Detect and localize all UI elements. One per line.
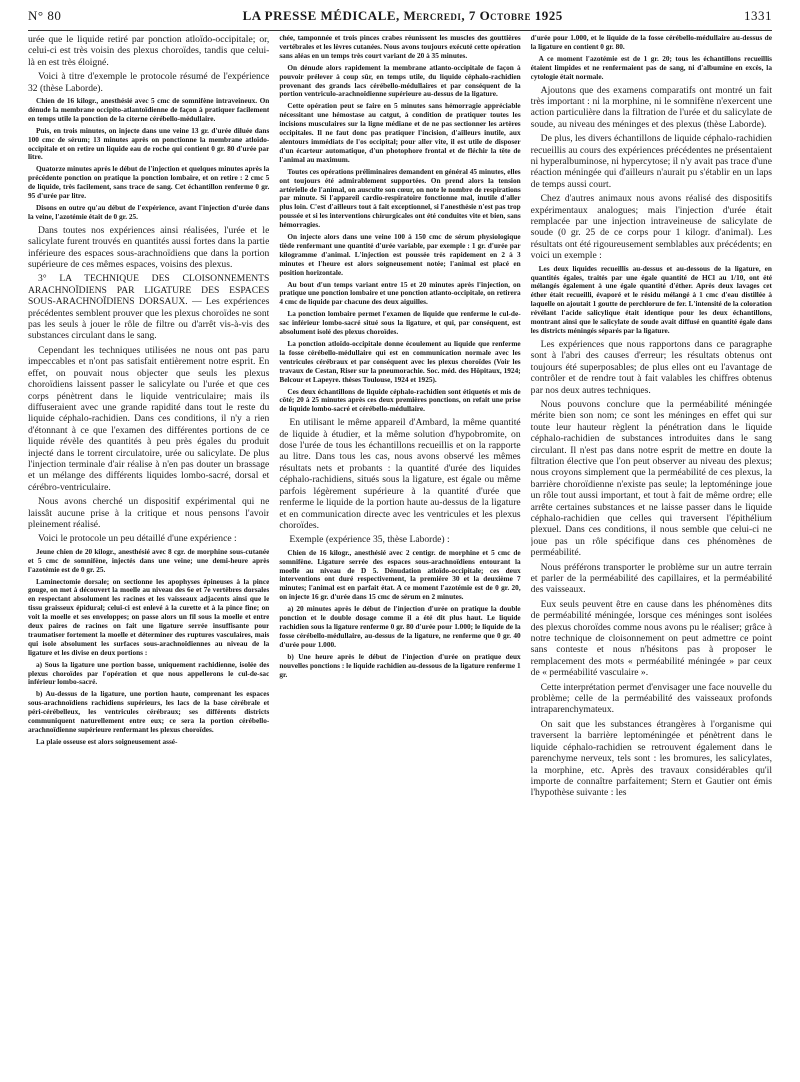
- paragraph: b) Une heure après le début de l'injection d'urée on pratique deux nouvelles ponctions : le liquide rachidien au-dessous de la ligature renferme 1 gr.: [279, 651, 521, 679]
- paragraph: Cette opération peut se faire en 5 minutes sans hémorragie appréciable nécessitant une hémostase au catgut, à condition de pratiquer toutes les incisions musculaires sur la ligne médiane et de ne pas sectionner les artères occipitales. Il ne faut donc pas pratiquer l'incision, d'ailleurs inutile, aux alentours immédiats de l'os occipital; pour aller vite, il est utile de disposer d'un écarteur automatique, d'un photophore frontal et de fléchir la tête de l'animal au maximum.: [279, 101, 521, 164]
- paragraph: On injecte alors dans une veine 100 à 150 cmc de sérum physiologique tiède renfermant une quantité d'urée variable, par exemple : 1 gr. d'urée par kilogramme d'animal. L'injection est poussée très rapidement en 2 à 3 minutes et l'heure est alors soigneusement notée; l'animal est placé en position horizontale.: [279, 232, 521, 277]
- paragraph: La ponction lombaire permet l'examen de liquide que renferme le cul-de-sac inférieur lombo-sacré situé sous la ligature, et qui, par conséquent, est absolument isolé des plexus choroïdes.: [279, 309, 521, 337]
- paragraph: Nous avons cherché un dispositif expérimental qui ne laissât aucune prise à la critique et nous pensons l'avoir pleinement réalisé.: [28, 496, 270, 530]
- paragraph: Nous préférons transporter le problème sur un autre terrain et parler de la perméabilité des capillaires, et la perméabilité des vaisseaux.: [530, 561, 772, 596]
- paragraph: Cette interprétation permet d'envisager une face nouvelle du problème; celle de la perméabilité des vaisseaux profonds intraparenchymateux.: [530, 681, 772, 716]
- paragraph: Laminectomie dorsale; on sectionne les apophyses épineuses à la pince gouge, on met à découvert la moelle au niveau des 6e et 7e vertèbres dorsales en respectant absolument les racines et les vaisseaux adjacents ainsi que le tissu graisseux épidural; celui-ci est enlevé à la curette et à la pince fine; on voit la moelle et ses enveloppes; on passe alors un fil sous la moelle et entre deux paires de racines on fait une ligature serrée insuffisante pour traumatiser fortement la moelle et déterminer des ruptures vasculaires, mais qui isole absolument les surfaces sous-arachnoïdiennes au niveau de la ligature et les divise en deux portions :: [28, 576, 270, 657]
- paragraph: Eux seuls peuvent être en cause dans les phénomènes dits de perméabilité méningée, lorsque ces méninges sont isolées des plexus choroïdes comme nous avons pu le réaliser; grâce à notre technique de cloisonnement on peut admettre ce point sans conteste et nous n'hésitons pas à proposer le remplacement des mots « perméabilité méningée » par ceux de « perméabilité vasculaire ».: [530, 598, 772, 679]
- paragraph: 3° LA TECHNIQUE DES CLOISONNEMENTS ARACHNOÏDIENS PAR LIGATURE DES ESPACES SOUS-ARACHNOÏDIENS DORSAUX. — Les expériences précédentes semblent prouver que les plexus choroïdes ne sont pas les seuls à jouer le rôle de filtre ou d'arrêt vis-à-vis des substances circulant dans le sang.: [28, 273, 270, 342]
- paragraph: En utilisant le même appareil d'Ambard, la même quantité de liquide à étudier, et la même solution d'hypobromite, on dose l'urée de tous les échantillons recueillis et on la rapporte au litre. Dans tous les cas, nous avons observé les mêmes résultats nets et probants : la quantité d'urée des liquides céphalo-rachidiens, situés sous la ligature, est égale ou même parfois légèrement supérieure à la quantité d'urée que renferme le liquide de la portion haute au-dessus de la ligature et en communication directe avec les ventricules et les plexus choroïdes.: [279, 417, 521, 531]
- paragraph: La ponction atloïdo-occipitale donne écoulement au liquide que renferme la fosse cérébello-médullaire qui est en communication normale avec les ventricules cérébraux et par conséquent avec les plexus choroïdes (Voir les travaux de Cestan, Riser sur la pneumorachie. Soc. méd. des Hôpitaux, 1924; Belcour et Lapeyre. thèses Toulouse, 1924 et 1925).: [279, 339, 521, 384]
- paragraph: chée, tamponnée et trois pinces crabes réunissent les muscles des gouttières vertébrales et les lèvres cutanées. Nous avons toujours exécuté cette opération sans aléas en un temps très court variant de 20 à 35 minutes.: [279, 34, 521, 60]
- paragraph: Chez d'autres animaux nous avons réalisé des dispositifs expérimentaux analogues; mais l'injection d'urée était remplacée par une injection intraveineuse de salicylate de soude (0 gr. 25 de ce corps pour 1 kilogr. d'animal). Les résultats ont été rigoureusement semblables aux précédents; en voici un exemple :: [530, 193, 772, 262]
- paragraph: Chien de 16 kilogr., anesthésié avec 2 centigr. de morphine et 5 cmc de somnifène. Ligature serrée des espaces sous-arachnoïdiens entourant la moelle au niveau de D 5. Dénudation atloïdo-occipitale; ces deux interventions ont duré respectivement, la première 30 et la deuxième 7 minutes; l'animal est en parfait état. A ce moment l'azotémie est de 0 gr. 20, on injecte 16 gr. d'urée dans 15 cmc de sérum en 2 minutes.: [279, 547, 521, 602]
- paragraph: Nous pouvons conclure que la perméabilité méningée mérite bien son nom; ce sont les méninges en effet qui sur toute leur hauteur règlent la pénétration dans le liquide céphalo-rachidien de substances introduites dans le sang circulant. Il n'est pas dans notre esprit de mettre en doute la filtration élective que l'on peut observer au niveau des plexus; nous croyons simplement que la perméabilité de ces plexus, la barrière choroïdienne n'existe pas seule; la leptoméninge joue un rôle tout aussi important, et tout à fait de même ordre; elle arrête certaines substances et ne laisse passer dans le liquide céphalo-rachidien que celles qui traversent l'épithélium plexuel. Dans ces conditions, il nous semble que celui-ci ne joue pas un rôle spécifique dans ces phénomènes de perméabilité.: [530, 398, 772, 559]
- paragraph: Ajoutons que des examens comparatifs ont montré un fait très important : ni la morphine, ni le somnifène n'exercent une action particulière dans la filtration de l'urée et du salicylate de soude, au niveau des méninges et des plexus (thèse Laborde).: [530, 84, 772, 130]
- paragraph: Dans toutes nos expériences ainsi réalisées, l'urée et le salicylate furent trouvés en quantités aussi fortes dans la partie inférieure des espaces sous-arachnoïdiens que dans la portion supérieure de ces mêmes espaces, voisins des plexus.: [28, 224, 270, 271]
- journal-title: LA PRESSE MÉDICALE, Mercredi, 7 Octobre 1925: [242, 8, 563, 23]
- column-2: [279, 34, 520, 1078]
- paragraph: La plaie osseuse est alors soigneusement assé-: [36, 736, 178, 746]
- paragraph: a) 20 minutes après le début de l'injection d'urée on pratique la double ponction et le double dosage comme il a été dit plus haut. Le liquide rachidien sous la ligature renferme 0 gr. 80 d'urée pour 1.000; le liquide de la fosse cérébello-médullaire, au-dessus de la ligature, ne renferme que 0 gr. 40 d'urée pour 1.000.: [279, 604, 521, 649]
- paragraph: On sait que les substances étrangères à l'organisme qui traversent la barrière leptoméningée et pénètrent dans le liquide céphalo-rachidien se retrouvent également dans le parenchyme nerveux, tels sont : les bromures, les salicylates, la morphine, etc. Après des travaux considérables qu'il importe de connaître parfaitement; Stern et Gautier ont émis l'hypothèse suivante : les: [530, 718, 772, 799]
- paragraph: urée que le liquide retiré par ponction atloïdo-occipitale; or, celui-ci est très voisin des plexus choroïdes, tandis que celui-là en est très éloigné.: [28, 34, 270, 68]
- paragraph: a) Sous la ligature une portion basse, uniquement rachidienne, isolée des plexus choroïdes par l'opération et que nous appellerons le cul-de-sac inférieur lombo-sacré.: [28, 659, 270, 687]
- paragraph: Disons en outre qu'au début de l'expérience, avant l'injection d'urée dans la veine, l'azotémie était de 0 gr. 25.: [28, 203, 270, 221]
- column-3: [531, 34, 772, 1078]
- paragraph: Les deux liquides recueillis au-dessus et au-dessous de la ligature, en quantités égales, traités par une égale quantité de HCl au 1/10, ont été mélangés également à une égale quantité d'éther. Après deux lavages cet éther était recueilli, évaporé et le résidu mélangé à 1 cmc d'eau distillée à laquelle on ajoutait 1 goutte de perchlorure de fer. L'intensité de la coloration révélant l'acide salicylique était identique pour les deux échantillons, montrant ainsi que le salicylate de soude avait diffusé en quantité égale dans les districts méningés séparés par la ligature.: [530, 263, 772, 335]
- paragraph: Exemple (expérience 35, thèse Laborde) :: [289, 534, 450, 546]
- paragraph: Voici le protocole un peu détaillé d'une expérience :: [38, 533, 237, 545]
- paragraph: Ces deux échantillons de liquide céphalo-rachidien sont étiquetés et mis de côté; 20 à 25 minutes après ces deux premières ponctions, on refait une prise de liquide lombo-sacré et cérébello-médullaire.: [279, 386, 521, 414]
- paragraph: Jeune chien de 20 kilogr., anesthésié avec 8 cgr. de morphine sous-cutanée et 5 cmc de somnifène, injectés dans une veine; une demi-heure après l'azotémie est de 0 gr. 25.: [28, 546, 270, 574]
- paragraph: Toutes ces opérations préliminaires demandent en général 45 minutes, elles ont toujours été admirablement supportées. On prend alors la tension artérielle de l'animal, on ausculte son cœur, on note le nombre de respirations par minute. Si l'appareil cardio-respiratoire fonctionne mal, inutile d'aller plus loin. C'est d'ailleurs tout à fait exceptionnel, si l'anesthésie n'est pas trop poussée et si les interventions chirurgicales ont été conduites vite et bien, sans hémorragies.: [279, 166, 521, 230]
- paragraph: Quatorze minutes après le début de l'injection et quelques minutes après la précédente ponction on pratique la ponction lombaire, et on retire : 2 cmc 5 de liquide, très facilement, sans trace de sang. Cet échantillon renferme 0 gr. 95 d'urée par litre.: [28, 164, 270, 201]
- paragraph: Cependant les techniques utilisées ne nous ont pas paru impeccables et n'ont pas satisfait entièrement notre esprit. En effet, on pouvait nous objecter que seuls les plexus choroïdiens laissent passer le salicylate ou l'urée et que ces corps pénètrent dans le liquide ventriculaire; mais ils diffuseraient avec une grande rapidité dans tout le reste du liquide céphalo-rachidien. Dans ces conditions, il n'y a rien d'étonnant à ce que l'examen des différentes portions de ce liquide révèle des quantités à peu près égales du produit injecté dans le torrent circulatoire, urée ou salicylate. De plus l'injection terminale d'air réalise à n'en pas douter un brassage et un mélange des différents liquides lombo-sacré, dorsal et cérébro-ventriculaire.: [28, 344, 270, 493]
- paragraph: Puis, en trois minutes, on injecte dans une veine 13 gr. d'urée diluée dans 100 cmc de sérum; 13 minutes après on ponctionne la membrane atloïdo-occipitale et on retire un liquide eau de roche qui contient 0 gr. 80 d'urée par litre.: [28, 125, 270, 162]
- header-rule: [28, 30, 772, 31]
- article-body: [28, 34, 772, 1078]
- paragraph: De plus, les divers échantillons de liquide céphalo-rachidien recueillis au cours des expériences précédentes ne présentaient ni hyperalbuminose, ni hypercytose; il n'y avait pas trace d'une réaction méningée qui d'ailleurs n'aurait pu s'établir en un laps de temps aussi court.: [530, 133, 772, 190]
- paragraph: Voici à titre d'exemple le protocole résumé de l'expérience 32 (thèse Laborde).: [28, 71, 270, 94]
- column-1: [28, 34, 269, 1078]
- page-number: 1331: [744, 8, 772, 23]
- paragraph: On dénude alors rapidement la membrane atlanto-occipitale de façon à pouvoir prélever à coup sûr, en temps utile, du liquide céphalo-rachidien provenant des grands lacs cérébello-médullaires et par conséquent de la portion ventriculo-arachnoïdienne supérieure au-dessus de la ligature.: [279, 62, 521, 99]
- paragraph: Au bout d'un temps variant entre 15 et 20 minutes après l'injection, on pratique une ponction lombaire et une ponction atlanto-occipitale, on retirera 4 cmc de liquide par chacune des deux aiguilles.: [279, 279, 521, 307]
- issue-number: N° 80: [28, 8, 62, 23]
- paragraph: Les expériences que nous rapportons dans ce paragraphe sont à l'abri des causes d'erreur; les résultats obtenus ont toujours été superposables; de plus elles ont eu l'avantage de contrôler et de rendre tout à fait valables les chiffres obtenus par nos deux autres techniques.: [530, 338, 772, 396]
- paragraph: Chien de 16 kilogr., anesthésié avec 5 cmc de somnifène intraveineux. On dénude la membrane occipito-atlantoïdienne de façon à pratiquer facilement en temps utile la ponction de la citerne cérébello-médullaire.: [28, 96, 270, 123]
- page-header: [28, 8, 772, 30]
- paragraph: d'urée pour 1.000, et le liquide de la fosse cérébello-médullaire au-dessus de la ligature en contient 0 gr. 80.: [530, 34, 772, 51]
- paragraph: b) Au-dessus de la ligature, une portion haute, comprenant les espaces sous-arachnoïdiens rachidiens supérieurs, les lacs de la base cérébrale et péri-cérébelleux, les ventricules cérébraux; ses différents districts communiquent naturellement entre eux; ce sera la portion cérébello-arachnoïdienne supérieure renfermant les plexus choroïdes.: [28, 689, 270, 734]
- paragraph: A ce moment l'azotémie est de 1 gr. 20; tous les échantillons recueillis étaient limpides et ne renfermaient pas de sang, ni d'albumine en excès, la cytologie était normale.: [530, 53, 772, 81]
